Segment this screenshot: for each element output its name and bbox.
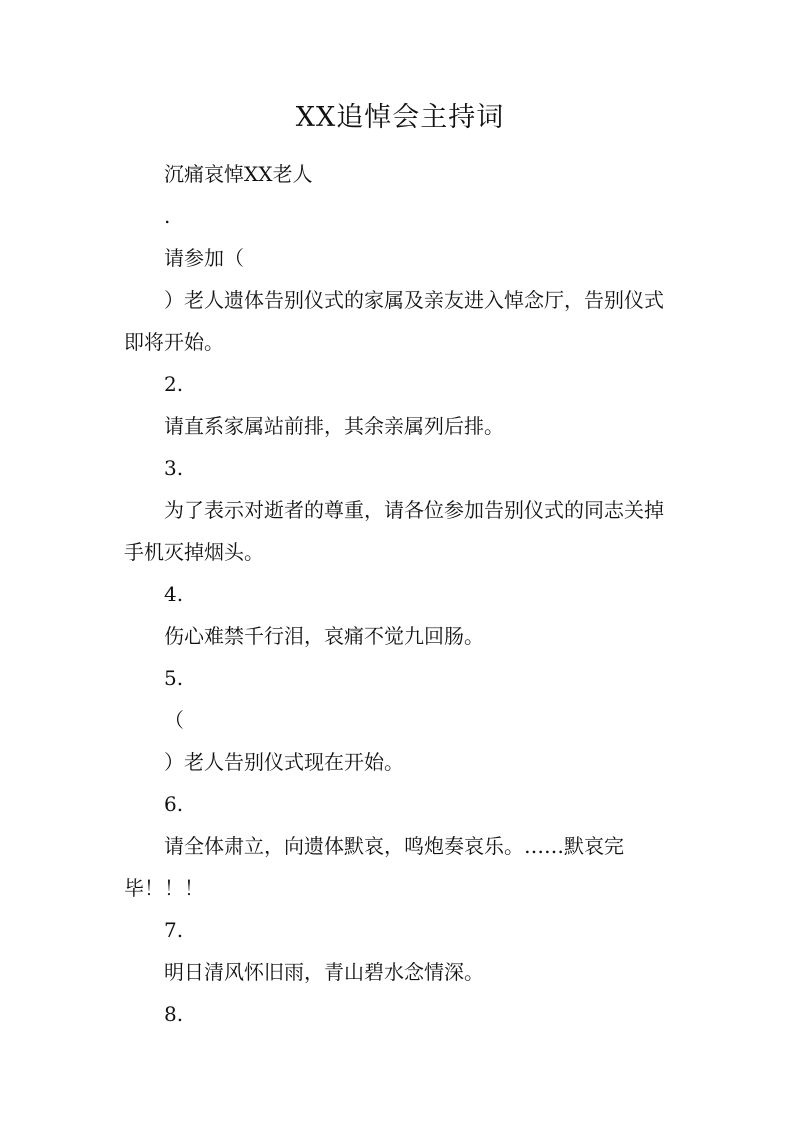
paragraph: 8.: [164, 1002, 184, 1026]
paragraph: ）老人遗体告别仪式的家属及亲友进入悼念厅，告别仪式即将开始。: [124, 288, 664, 354]
paragraph: 沉痛哀悼XX老人: [164, 162, 313, 186]
paragraph: 请参加（: [164, 246, 244, 270]
paragraph: 7.: [164, 918, 184, 942]
paragraph: 2.: [164, 372, 184, 396]
paragraph: 4.: [164, 582, 184, 606]
paragraph: ）老人告别仪式现在开始。: [164, 750, 404, 774]
paragraph: 请全体肃立，向遗体默哀，鸣炮奏哀乐。……默哀完毕！！！: [124, 834, 624, 900]
paragraph: 请直系家属站前排，其余亲属列后排。: [164, 414, 504, 438]
paragraph: 为了表示对逝者的尊重，请各位参加告别仪式的同志关掉手机灭掉烟头。: [124, 498, 664, 564]
document-title: XX追悼会主持词: [295, 102, 505, 133]
paragraph: 明日清风怀旧雨，青山碧水念情深。: [164, 960, 484, 984]
paragraph: （: [164, 708, 184, 732]
document-body: [124, 153, 682, 1035]
paragraph: 6.: [164, 792, 184, 816]
paragraph: 5.: [164, 666, 184, 690]
paragraph: 伤心难禁千行泪，哀痛不觉九回肠。: [164, 624, 484, 648]
paragraph: 3.: [164, 456, 184, 480]
paragraph: .: [164, 204, 171, 228]
